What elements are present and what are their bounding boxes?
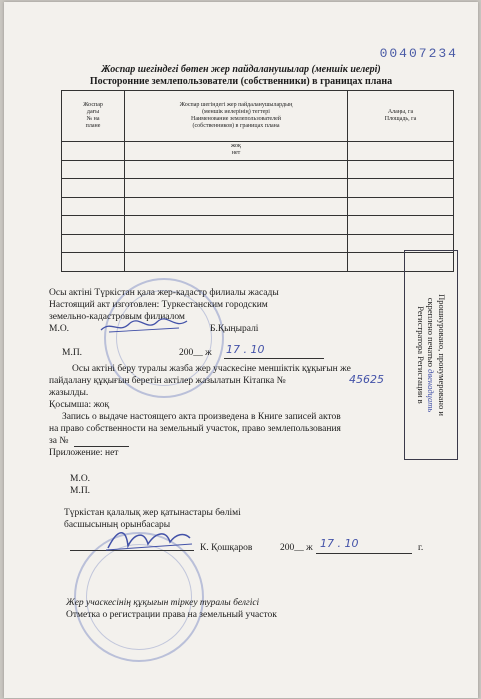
header-text: дағы — [86, 109, 100, 116]
stamp-line-3-text: Регистратора — [415, 306, 426, 354]
table-cell — [125, 160, 348, 179]
table-row — [62, 142, 454, 161]
mp-label-2: М.П. — [70, 486, 91, 496]
table-row — [62, 234, 454, 253]
year-1: 200__ ж — [179, 348, 212, 358]
appendix-ru: Приложение: нет — [49, 448, 119, 458]
table-header-row — [62, 91, 454, 142]
page-title — [4, 64, 478, 88]
year-2: 200__ ж — [280, 543, 313, 553]
date-hand-2: 17 . 10 — [320, 537, 359, 550]
stamp-line-3 — [415, 255, 426, 455]
table-cell — [348, 179, 454, 198]
signature-2 — [104, 524, 194, 554]
signer-2: К. Қошқаров — [200, 543, 253, 553]
mp-label-1: М.П. — [62, 348, 83, 358]
made-by-kk: Осы актіні Түркістан қала жер-кадастр филиалы жасады — [49, 288, 279, 298]
department-line-2: басшысының орынбасары — [64, 520, 171, 530]
table-row — [62, 160, 454, 179]
table-cell — [62, 197, 125, 216]
date-hand-1: 17 . 10 — [226, 343, 265, 356]
date-line-1 — [224, 358, 324, 359]
header-text: плане — [85, 123, 101, 130]
appendix-kk: Қосымша: жоқ — [49, 400, 110, 410]
issue-kk-1: Осы актіні беру туралы жазба жер учаскесіне меншіктік құқығын же — [72, 364, 351, 374]
book-number-hand: 45625 — [349, 373, 384, 386]
stamp-line-2-text: скреплено печатью — [426, 297, 437, 370]
title-kk: Жоспар шегіндегі бөтен жер пайдаланушылар (меншік иелері) — [101, 64, 381, 75]
table-cell — [62, 179, 125, 198]
table-cell — [125, 142, 348, 161]
table-cell — [348, 197, 454, 216]
stamp-line-2-hand: двенадцать — [426, 369, 437, 413]
header-text: Жоспар — [83, 102, 103, 109]
stamp-line-2 — [426, 255, 437, 455]
header-text: Площадь, га — [384, 116, 417, 123]
col-plan-number-header — [62, 91, 125, 142]
document-page — [4, 2, 478, 698]
signer-1: Б.Қыңыралі — [210, 324, 259, 334]
table-cell — [348, 160, 454, 179]
registration-ru: Отметка о регистрации права на земельный участок — [66, 610, 277, 620]
table-row — [62, 253, 454, 272]
header-text: Алаңы, га — [387, 109, 414, 116]
empty-ru: нет — [231, 150, 241, 157]
issue-ru-2: на право собственности на земельный участок, право землепользования — [49, 424, 341, 434]
table-row — [62, 197, 454, 216]
binding-stamp — [404, 250, 458, 460]
issue-kk-2: пайдалану құқығын беретін актілер жазылатын Кітапка № — [49, 376, 286, 386]
table-cell — [125, 197, 348, 216]
department-line-1: Түркістан қалалық жер қатынастары бөлімі — [64, 508, 241, 518]
table-cell — [62, 142, 125, 161]
title-ru: Посторонние землепользователи (собственники) в границах плана — [89, 76, 393, 87]
table-cell — [125, 234, 348, 253]
stamp-line-1: Прошнуровано, пронумеровано и — [436, 294, 447, 416]
table-cell — [348, 142, 454, 161]
table-row — [62, 216, 454, 235]
header-text: (собственников) в границах плана — [192, 123, 280, 130]
table-cell — [62, 234, 125, 253]
date-line-2 — [316, 553, 412, 554]
binding-stamp-text — [415, 255, 447, 455]
table-row — [62, 179, 454, 198]
table-cell — [125, 216, 348, 235]
made-by-ru-2: земельно-кадастровым филиалом — [49, 312, 185, 322]
record-number-line — [74, 446, 129, 447]
serial-number: 00407234 — [379, 46, 458, 61]
header-text: Наименование землепользователей — [191, 116, 281, 123]
stamp-line-3-tail: Регистации в — [415, 356, 426, 404]
issue-kk-3: жазылды. — [49, 388, 89, 398]
mo-label-1: М.О. — [49, 324, 70, 334]
issue-ru-3: за № — [49, 436, 69, 446]
registration-kk: Жер учаскесінің құқығын тіркеу туралы белгісі — [66, 598, 260, 608]
made-by-ru-1: Настоящий акт изготовлен: Туркестанским городским — [49, 300, 268, 310]
land-users-table — [61, 90, 454, 272]
empty-kk: жоқ — [231, 143, 241, 150]
header-text: (меншік иелерінің) тегтері — [202, 109, 270, 116]
col-area-header — [348, 91, 454, 142]
issue-ru-1: Запись о выдаче настоящего акта произведена в Книге записей актов — [62, 412, 341, 422]
date-suffix: г. — [418, 543, 424, 553]
header-text: № на — [86, 116, 100, 123]
table-cell — [348, 216, 454, 235]
table-cell — [62, 216, 125, 235]
mo-label-2: М.О. — [70, 474, 91, 484]
table-cell — [62, 253, 125, 272]
table-cell — [62, 160, 125, 179]
col-name-header — [125, 91, 348, 142]
header-text: Жоспар шегіндегі жер пайдаланушылардың — [179, 102, 293, 109]
table-cell — [125, 179, 348, 198]
table-cell — [125, 253, 348, 272]
signature-1 — [99, 316, 189, 336]
